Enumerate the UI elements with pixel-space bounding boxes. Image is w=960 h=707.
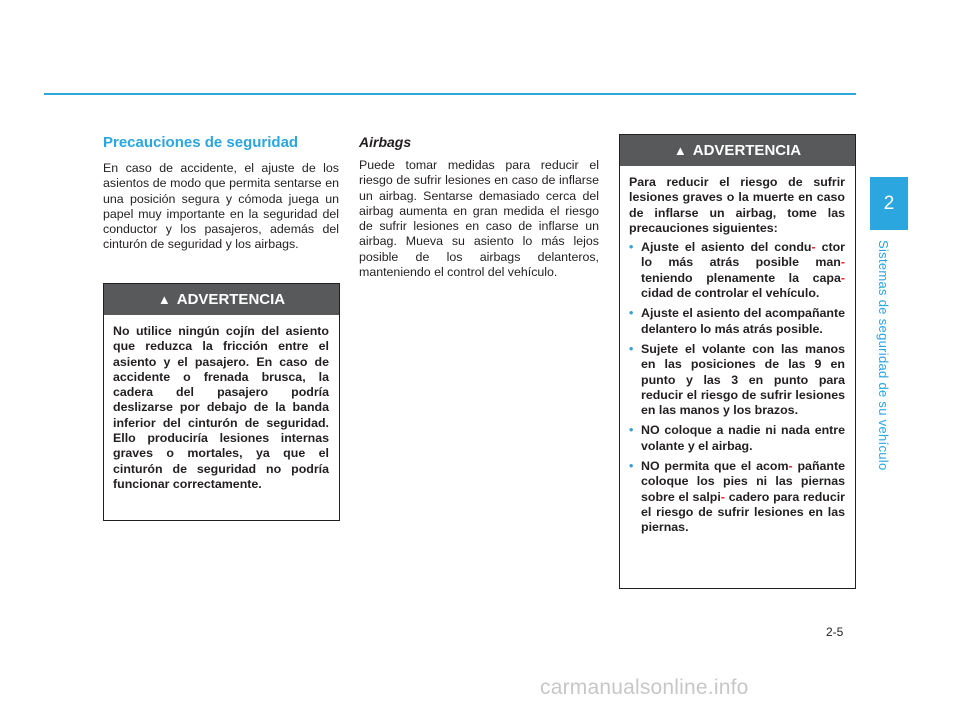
warning-column — [619, 134, 856, 589]
bullet: • — [629, 306, 634, 321]
warning-title: ADVERTENCIA — [692, 142, 802, 159]
chapter-tab: 2 — [870, 177, 908, 230]
section-precauciones — [103, 134, 339, 253]
airbags-body: Puede tomar medidas para reducir el riesgo de sufrir lesiones en caso de inflarse un airbag. Sentarse demasiado cerca del airbag aumenta en gran medida el riesgo de sufrir lesiones en caso de inflarse un airbag. Mueva su asiento lo más lejos posible de los airbags delanteros, manteniendo el control del vehículo. — [359, 158, 599, 280]
page-number: 2-5 — [826, 625, 844, 639]
hyphen: - — [720, 489, 725, 504]
warning-header — [104, 284, 339, 315]
precaution-list — [629, 240, 845, 535]
hyphen: - — [811, 240, 816, 255]
section-heading: Precauciones de seguridad — [103, 134, 299, 151]
section-body: En caso de accidente, el ajuste de los asientos de modo que permita sentarse en una posición segura y cómoda juega un papel muy importante en la seguridad del conductor y los pasajeros, además del cinturón de seguridad y los airbags. — [103, 161, 339, 252]
list-item: • Sujete el volante con las manos en las posiciones de las 9 en punto y las 3 en punto para reducir el riesgo de sufrir lesiones en las manos y los brazos. — [629, 341, 845, 418]
warning-body — [104, 315, 339, 501]
warning-box-cushion — [103, 283, 340, 521]
hyphen: - — [840, 270, 845, 285]
hyphen: - — [840, 255, 845, 270]
section-airbags — [359, 134, 599, 280]
warning-header — [620, 135, 855, 166]
list-item: • Ajuste el asiento del acompañante delantero lo más atrás posible. — [629, 306, 845, 336]
warning-box-airbags — [619, 134, 856, 589]
warning-body — [620, 166, 855, 550]
list-item: • NO coloque a nadie ni nada entre volante y el airbag. — [629, 423, 845, 453]
warning-triangle-icon: ▲ — [673, 143, 687, 158]
bullet: • — [629, 341, 634, 356]
hyphen: - — [788, 459, 793, 474]
warning-text: No utilice ningún cojín del asiento que reduzca la fricción entre el asiento y el pasajero. En caso de accidente o frenada brusca, la cadera del pasajero podría deslizarse por debajo de la banda inferior del cinturón de seguridad. Ello produciría lesiones internas graves o mortales, ya que el cinturón de seguridad no podría funcionar correctamente. — [113, 324, 329, 491]
bullet: • — [629, 240, 634, 255]
list-item: • NO permita que el acom- pañante coloque los pies ni las piernas sobre el salpi- cadero para reducir el riesgo de sufrir lesiones en las piernas. — [629, 459, 845, 535]
warning-title: ADVERTENCIA — [176, 291, 286, 308]
warning-intro: Para reducir el riesgo de sufrir lesiones graves o la muerte en caso de inflarse un airbag, tome las precauciones siguientes: — [629, 175, 845, 235]
watermark: carmanualsonline.info — [540, 676, 749, 699]
bullet: • — [629, 459, 634, 474]
list-item: • Ajuste el asiento del condu- ctor lo más atrás posible man- teniendo plenamente la capa- cidad de controlar el vehículo. — [629, 240, 846, 301]
chapter-title: Sistemas de seguridad de su vehículo — [876, 240, 891, 471]
airbags-heading: Airbags — [359, 134, 412, 150]
bullet: • — [629, 423, 634, 438]
top-rule — [44, 93, 856, 95]
warning-triangle-icon: ▲ — [157, 292, 171, 307]
